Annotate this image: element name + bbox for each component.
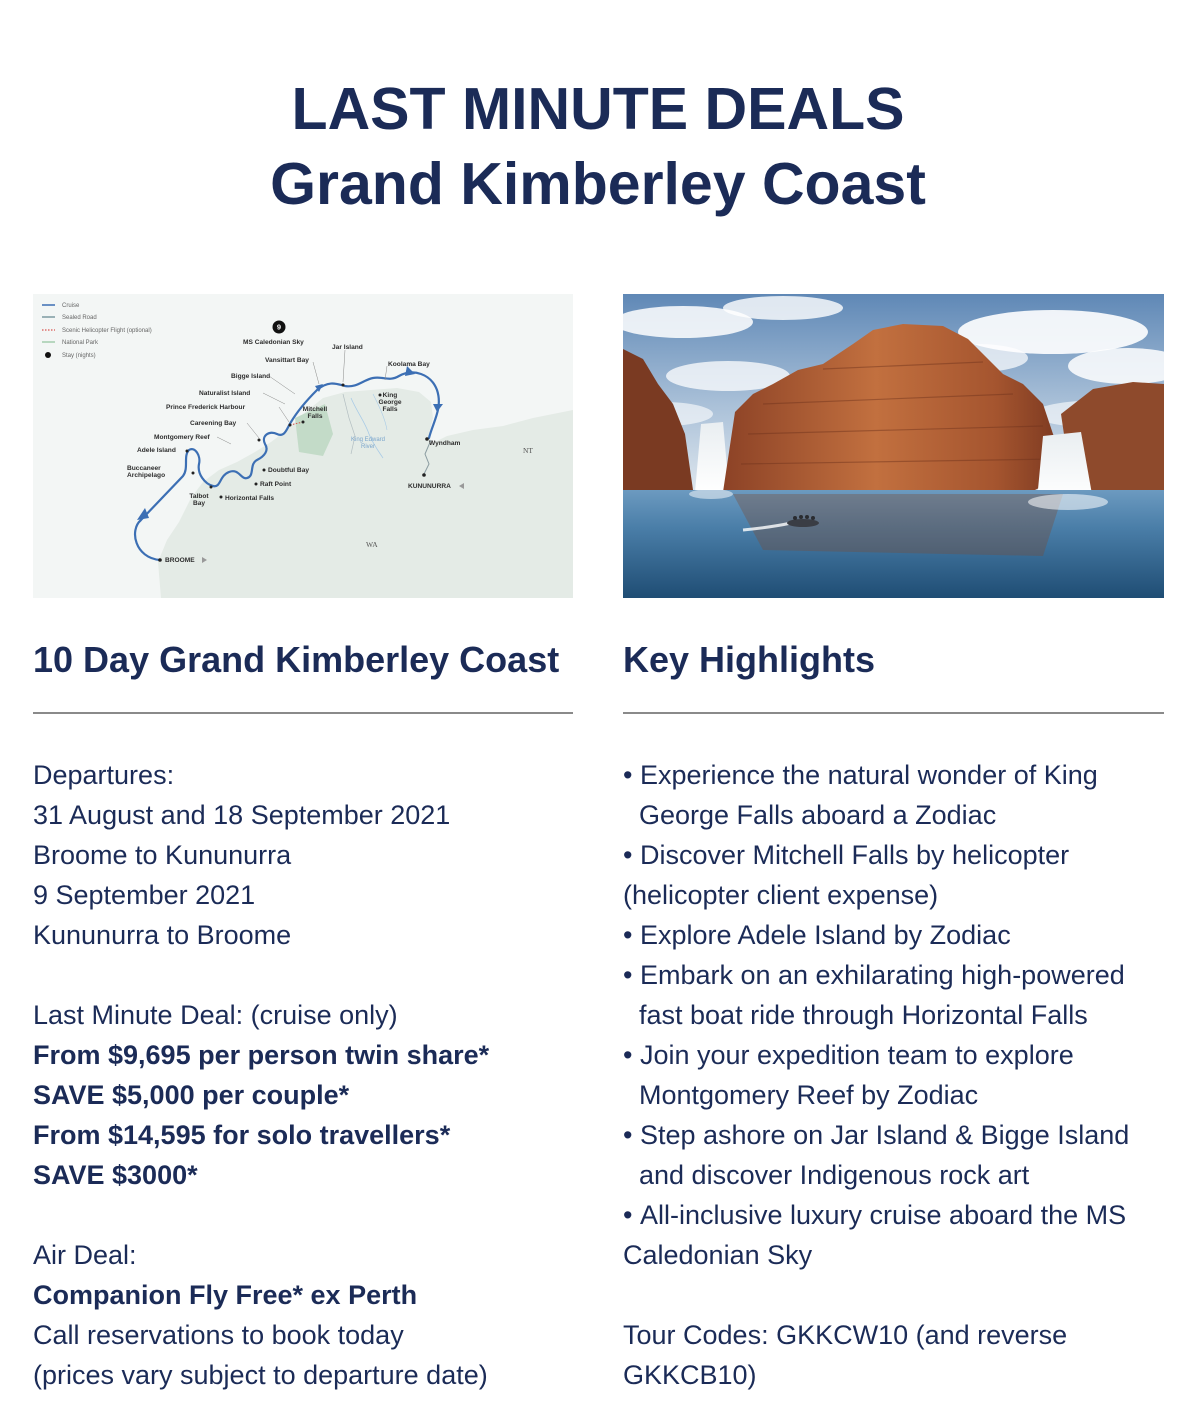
- highlight-item-cont: George Falls aboard a Zodiac: [639, 800, 997, 830]
- map-label-wa: WA: [366, 540, 378, 549]
- map-label-buccaneer-1: Buccaneer: [127, 465, 161, 472]
- highlight-item: • Experience the natural wonder of King: [623, 755, 1164, 795]
- zodiac-boat: [787, 519, 819, 527]
- legend-sealed-road: Sealed Road: [62, 315, 97, 321]
- departure-route-1: Broome to Kununurra: [33, 840, 292, 870]
- map-label-king-george-falls-3: Falls: [382, 406, 398, 413]
- map-label-naturalist-island: Naturalist Island: [199, 390, 251, 397]
- map-label-prince-frederick-harbour: Prince Frederick Harbour: [166, 404, 246, 411]
- legend-helicopter: Scenic Helicopter Flight (optional): [62, 328, 152, 334]
- highlight-item: • Explore Adele Island by Zodiac: [623, 915, 1164, 955]
- map-label-montgomery-reef: Montgomery Reef: [154, 434, 210, 441]
- king-george-falls-photo: [623, 294, 1164, 598]
- price-solo: From $14,595 for solo travellers*: [33, 1120, 451, 1150]
- highlight-item-cont: Montgomery Reef by Zodiac: [639, 1080, 979, 1110]
- departure-route-2: Kununurra to Broome: [33, 920, 292, 950]
- map-label-doubtful-bay: Doubtful Bay: [268, 467, 310, 474]
- map-label-adele-island: Adele Island: [137, 447, 176, 454]
- price-couple-saving: SAVE $5,000 per couple*: [33, 1080, 350, 1110]
- map-label-talbot-bay-2: Bay: [192, 500, 206, 507]
- departure-dates-1: 31 August and 18 September 2021: [33, 800, 451, 830]
- deal-details: [33, 755, 573, 1395]
- highlight-item: • Join your expedition team to explore: [623, 1035, 1164, 1075]
- map-label-mitchell-falls-2: Falls: [307, 413, 323, 420]
- map-label-king-edward-river-1: King Edward: [350, 437, 386, 443]
- map-label-king-george-falls-2: George: [378, 399, 402, 406]
- map-label-raft-point: Raft Point: [260, 481, 292, 488]
- photo-waterfall-mist: [689, 489, 733, 499]
- price-label: Last Minute Deal: (cruise only): [33, 1000, 398, 1030]
- highlight-item-cont: and discover Indigenous rock art: [639, 1160, 1030, 1190]
- photo-waterfall-mist: [1028, 494, 1108, 510]
- highlight-item-cont: fast boat ride through Horizontal Falls: [639, 1000, 1088, 1030]
- highlight-item: • Discover Mitchell Falls by helicopter: [623, 835, 1164, 875]
- air-deal-label: Air Deal:: [33, 1240, 137, 1270]
- highlights-list: [623, 755, 1164, 1395]
- highlight-item: • Step ashore on Jar Island & Bigge Island: [623, 1115, 1164, 1155]
- title-line-1: LAST MINUTE DEALS: [291, 76, 905, 142]
- legend-stay: Stay (nights): [62, 353, 96, 359]
- left-divider: [33, 712, 573, 714]
- title-line-2: Grand Kimberley Coast: [270, 151, 926, 217]
- map-label-kununurra: KUNUNURRA: [408, 483, 451, 490]
- map-label-careening-bay: Careening Bay: [190, 420, 237, 427]
- map-label-mitchell-falls-1: Mitchell: [302, 406, 328, 413]
- route-map: [33, 294, 573, 598]
- highlight-item: • All-inclusive luxury cruise aboard the MS: [623, 1195, 1164, 1235]
- highlight-item: • Embark on an exhilarating high-powered: [623, 955, 1164, 995]
- map-label-jar-island: Jar Island: [332, 344, 363, 351]
- map-label-koolama-bay: Koolama Bay: [388, 361, 430, 368]
- map-label-ship: MS Caledonian Sky: [243, 339, 304, 346]
- map-label-nt: NT: [523, 446, 533, 455]
- highlight-item-cont: (helicopter client expense): [623, 880, 939, 910]
- map-label-bigge-island: Bigge Island: [231, 373, 271, 380]
- tour-codes-cont: GKKCB10): [623, 1360, 757, 1390]
- legend-cruise: Cruise: [62, 303, 80, 309]
- map-label-horizontal-falls: Horizontal Falls: [225, 495, 275, 502]
- map-label-broome: BROOME: [165, 557, 195, 564]
- price-twin-share: From $9,695 per person twin share*: [33, 1040, 490, 1070]
- page-title: [0, 72, 1196, 222]
- legend-national-park: National Park: [62, 340, 99, 346]
- map-label-king-george-falls-1: King: [382, 392, 398, 399]
- spacer: [623, 1275, 1164, 1315]
- map-label-king-edward-river-2: River: [360, 444, 376, 450]
- stay-nights-count: 9: [276, 322, 282, 332]
- map-label-vansittart-bay: Vansittart Bay: [265, 357, 309, 364]
- spacer: [33, 1195, 573, 1235]
- air-deal-offer: Companion Fly Free* ex Perth: [33, 1280, 418, 1310]
- departures-label: Departures:: [33, 760, 175, 790]
- price-solo-saving: SAVE $3000*: [33, 1160, 198, 1190]
- price-note: (prices vary subject to departure date): [33, 1360, 488, 1390]
- highlights-heading: Key Highlights: [623, 639, 876, 680]
- highlight-item-cont: Caledonian Sky: [623, 1240, 813, 1270]
- spacer: [33, 955, 573, 995]
- departure-dates-2: 9 September 2021: [33, 880, 256, 910]
- tour-heading: 10 Day Grand Kimberley Coast: [33, 639, 560, 680]
- tour-codes: Tour Codes: GKKCW10 (and reverse: [623, 1320, 1068, 1350]
- reservation-cta: Call reservations to book today: [33, 1320, 404, 1350]
- map-label-buccaneer-2: Archipelago: [127, 472, 166, 479]
- map-label-wyndham: Wyndham: [429, 440, 461, 447]
- map-label-talbot-bay-1: Talbot: [189, 493, 209, 500]
- right-divider: [623, 712, 1164, 714]
